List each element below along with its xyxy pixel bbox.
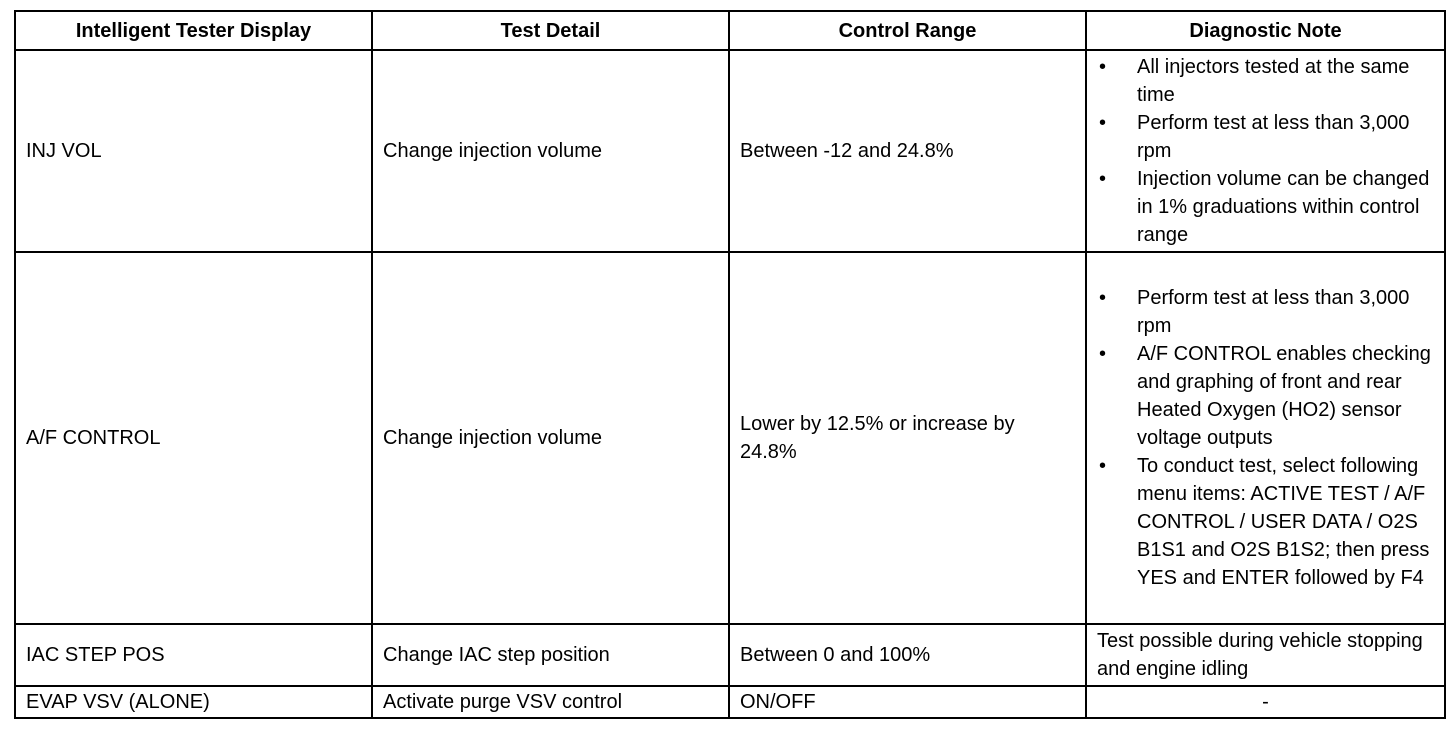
header-tester-display: Intelligent Tester Display <box>15 11 372 50</box>
note-text: Injection volume can be changed in 1% graduations within control range <box>1137 168 1430 246</box>
cell-diagnostic-note <box>1086 50 1445 252</box>
note-item <box>1097 109 1434 165</box>
note-item <box>1097 284 1434 340</box>
note-text: All injectors tested at the same time <box>1137 56 1410 106</box>
header-test-detail: Test Detail <box>372 11 729 50</box>
note-item <box>1097 53 1434 109</box>
cell-diagnostic-note: Test possible during vehicle stopping and engine idling <box>1086 624 1445 686</box>
note-text: Perform test at less than 3,000 rpm <box>1137 112 1410 162</box>
cell-control-range: Lower by 12.5% or increase by 24.8% <box>729 252 1086 624</box>
cell-test-detail: Activate purge VSV control <box>372 686 729 718</box>
cell-tester-display: IAC STEP POS <box>15 624 372 686</box>
bullet-icon: • <box>1099 112 1107 134</box>
cell-control-range: Between -12 and 24.8% <box>729 50 1086 252</box>
bullet-icon: • <box>1099 455 1107 477</box>
bullet-icon: • <box>1099 56 1107 78</box>
table-header-row <box>15 11 1445 50</box>
cell-tester-display: EVAP VSV (ALONE) <box>15 686 372 718</box>
bullet-icon: • <box>1099 343 1107 365</box>
cell-control-range: ON/OFF <box>729 686 1086 718</box>
header-control-range: Control Range <box>729 11 1086 50</box>
cell-test-detail: Change injection volume <box>372 252 729 624</box>
note-text: Perform test at less than 3,000 rpm <box>1137 287 1410 337</box>
table-row <box>15 686 1445 718</box>
table-row <box>15 50 1445 252</box>
bullet-icon: • <box>1099 168 1107 190</box>
note-item <box>1097 165 1434 249</box>
cell-test-detail: Change IAC step position <box>372 624 729 686</box>
header-diagnostic-note: Diagnostic Note <box>1086 11 1445 50</box>
note-item <box>1097 452 1434 592</box>
cell-tester-display: A/F CONTROL <box>15 252 372 624</box>
note-text: To conduct test, select following menu items: ACTIVE TEST / A/F CONTROL / USER DATA / O2S B1S1 and O2S B1S2; then press YES and ENTER followed by F4 <box>1137 455 1430 589</box>
cell-tester-display: INJ VOL <box>15 50 372 252</box>
cell-diagnostic-note <box>1086 252 1445 624</box>
table-row <box>15 624 1445 686</box>
cell-test-detail: Change injection volume <box>372 50 729 252</box>
table-row <box>15 252 1445 624</box>
note-text: A/F CONTROL enables checking and graphing of front and rear Heated Oxygen (HO2) sensor voltage outputs <box>1137 343 1431 449</box>
note-list <box>1097 53 1434 249</box>
bullet-icon: • <box>1099 287 1107 309</box>
active-test-table <box>14 10 1446 719</box>
cell-diagnostic-note: - <box>1086 686 1445 718</box>
note-item <box>1097 340 1434 452</box>
note-list <box>1097 284 1434 592</box>
cell-control-range: Between 0 and 100% <box>729 624 1086 686</box>
